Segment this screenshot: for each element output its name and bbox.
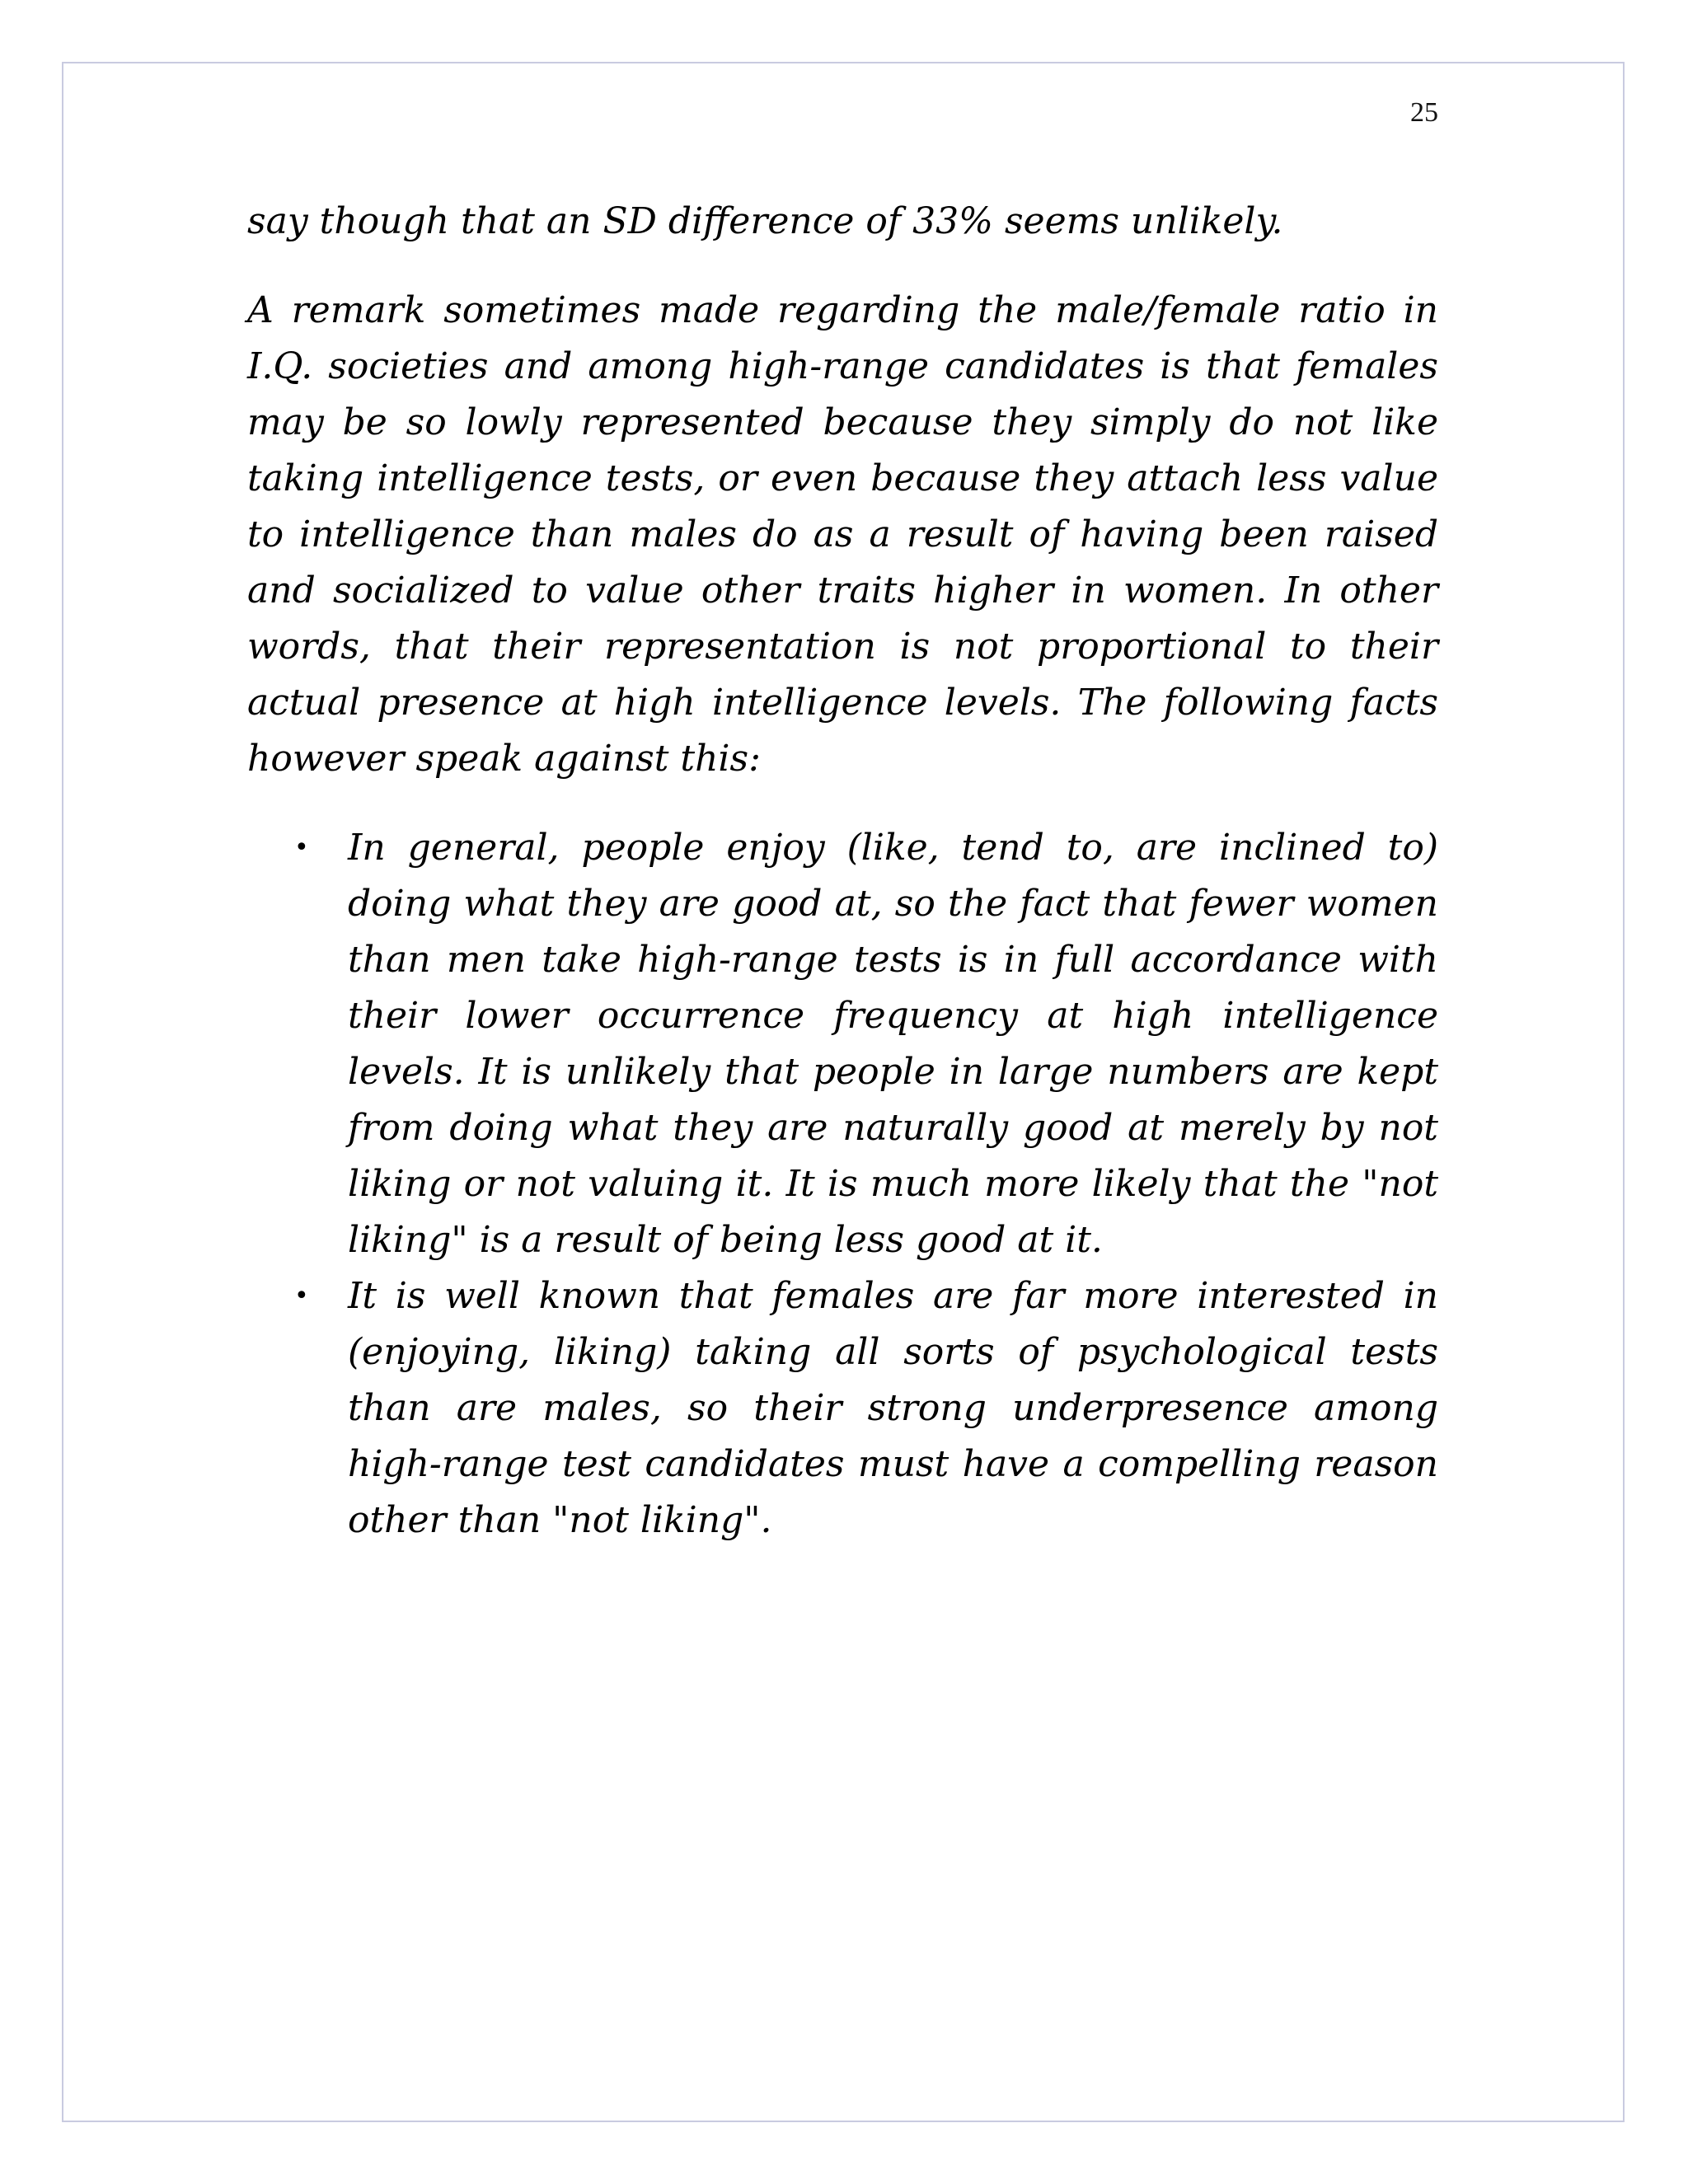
bullet-text: In general, people enjoy (like, tend to, are inclined to) doing what they are good at, so the fact that fewer women than men take high-range tests is in full accordance with their lower occurrence frequency at high intelligence levels. It is unlikely that people in large numbers are kept from doing what they are naturally good at merely by not liking or not valuing it. It is much more likely that the "not liking" is a result of being less good at it. xyxy=(348,827,1438,1261)
bullet-text: It is well known that females are far more interested in (enjoying, liking) taking all sorts of psychological tests than are males, so their strong underpresence among high-range test candidates must have a compelling reason other than "not liking". xyxy=(348,1275,1438,1541)
list-item xyxy=(247,1268,1438,1549)
page-number: 25 xyxy=(1410,97,1438,128)
paragraph-remark: A remark sometimes made regarding the male/female ratio in I.Q. societies and among high-range candidates is that females may be so lowly represented because they simply do not like taking intelligence tests, or even because they attach less value to intelligence than males do as a result of having been raised and socialized to value other traits higher in women. In other words, that their representation is not proportional to their actual presence at high intelligence levels. The following facts however speak against this: xyxy=(247,289,1438,780)
paragraph-continuation: say though that an SD difference of 33% seems unlikely. xyxy=(247,200,1283,242)
bullet-icon: • xyxy=(294,833,309,862)
page-body xyxy=(247,194,1438,1549)
bullet-icon: • xyxy=(294,1282,309,1310)
list-item xyxy=(247,820,1438,1268)
bullet-list xyxy=(247,820,1438,1549)
